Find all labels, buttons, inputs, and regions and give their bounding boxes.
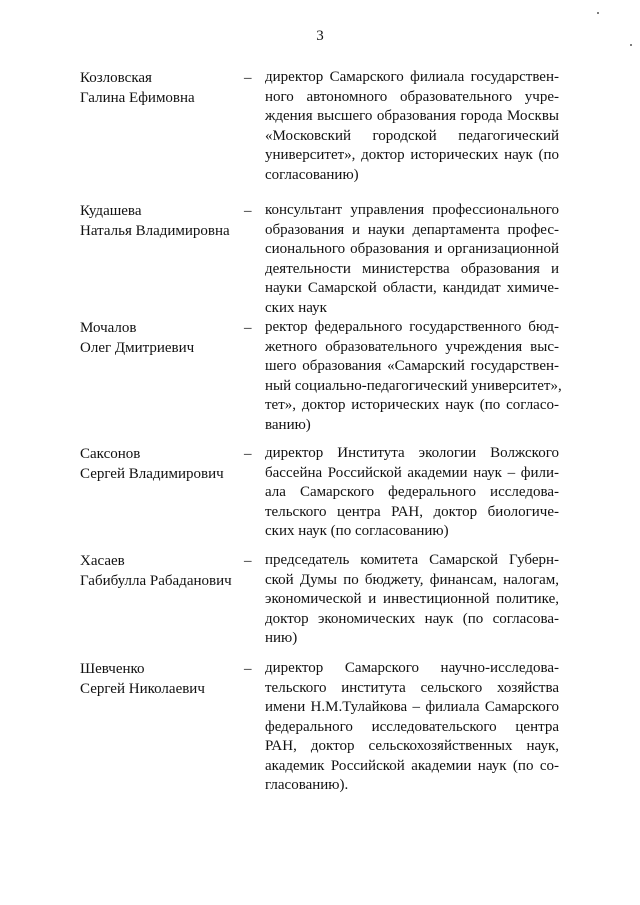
description-line: образования и науки департамента профес-	[265, 221, 559, 238]
description-line: гласованию).	[265, 777, 349, 793]
member-name	[80, 318, 240, 358]
description-line: ской Думы по бюджету, финансам, налогам,	[265, 571, 559, 588]
description-line: ного автономного образовательного учре-	[265, 88, 559, 105]
description-line: федерального исследовательского центра	[265, 718, 559, 735]
member-name-line: Мочалов	[80, 320, 137, 336]
dash-separator: –	[244, 320, 252, 336]
member-name-line: Олег Дмитриевич	[80, 340, 195, 356]
member-name-line: Саксонов	[80, 446, 141, 462]
description-line: науки Самарской области, кандидат химиче-	[265, 280, 559, 296]
dash-separator: –	[244, 446, 252, 462]
description-line: председатель комитета Самарской Губерн-	[265, 552, 559, 568]
description-line: экономической и инвестиционной политике,	[265, 591, 559, 607]
member-description	[265, 444, 559, 542]
description-line: деятельности министерства образования и	[265, 260, 559, 277]
description-line: ректор федерального государственного бюд-	[265, 319, 559, 335]
member-name-line: Кудашева	[80, 203, 142, 219]
description-line: консультант управления профессионального	[265, 202, 559, 218]
description-line: директор Института экологии Волжского	[265, 445, 559, 461]
description-line: тет», доктор исторических наук (по согласо-	[265, 397, 559, 413]
member-name-line: Козловская	[80, 70, 152, 86]
description-line: согласованию)	[265, 166, 359, 183]
member-name-line: Наталья Владимировна	[80, 223, 230, 239]
description-line: ала Самарского федерального исследова-	[265, 484, 559, 500]
member-name-line: Шевченко	[80, 661, 145, 677]
scan-speck	[630, 44, 632, 46]
member-name	[80, 68, 240, 108]
description-line: «Московский городской педагогический	[265, 127, 559, 144]
description-line: доктор экономических наук (по согласова-	[265, 610, 559, 627]
member-name-line: Галина Ефимовна	[80, 90, 195, 106]
member-description	[265, 551, 559, 649]
description-line: тельского института сельского хозяйства	[265, 679, 559, 696]
scan-speck	[597, 12, 599, 14]
dash-separator: –	[244, 70, 252, 86]
description-line: ских наук (по согласованию)	[265, 523, 449, 539]
description-line: академик Российской академии наук (по со-	[265, 757, 559, 774]
member-name-line: Хасаев	[80, 553, 125, 569]
description-line: директор Самарского филиала государствен-	[265, 69, 559, 85]
description-line: бассейна Российской академии наук – фили-	[265, 464, 559, 481]
member-description	[265, 201, 559, 318]
member-name	[80, 201, 240, 241]
member-name-line: Сергей Николаевич	[80, 681, 205, 697]
description-line: тельского центра РАН, доктор биологиче-	[265, 503, 559, 520]
description-line: имени Н.М.Тулайкова – филиала Самарского	[265, 699, 559, 715]
dash-separator: –	[244, 203, 252, 219]
dash-separator: –	[244, 661, 252, 677]
description-line: ванию)	[265, 416, 311, 433]
member-name	[80, 659, 240, 699]
member-description	[265, 659, 559, 796]
description-line: ждения высшего образования города Москвы	[265, 108, 559, 124]
member-description	[265, 68, 559, 185]
member-name-line: Габибулла Рабаданович	[80, 573, 232, 589]
member-name-line: Сергей Владимирович	[80, 466, 224, 482]
description-line: шего образования «Самарский государствен-	[265, 358, 559, 374]
description-line: жетного образовательного учреждения выс-	[265, 338, 559, 355]
description-line: сионального образования и организационной	[265, 241, 559, 257]
member-description	[265, 318, 562, 435]
page-number: 3	[316, 28, 324, 44]
description-line: РАН, доктор сельскохозяйственных наук,	[265, 738, 559, 754]
description-line: ный социально-педагогический университет»,	[265, 377, 562, 394]
description-line: ских наук	[265, 299, 327, 316]
description-line: университет», доктор исторических наук (по	[265, 147, 559, 163]
description-line: директор Самарского научно-исследова-	[265, 660, 559, 676]
dash-separator: –	[244, 553, 252, 569]
member-name	[80, 444, 240, 484]
description-line: нию)	[265, 630, 298, 646]
member-name	[80, 551, 240, 591]
